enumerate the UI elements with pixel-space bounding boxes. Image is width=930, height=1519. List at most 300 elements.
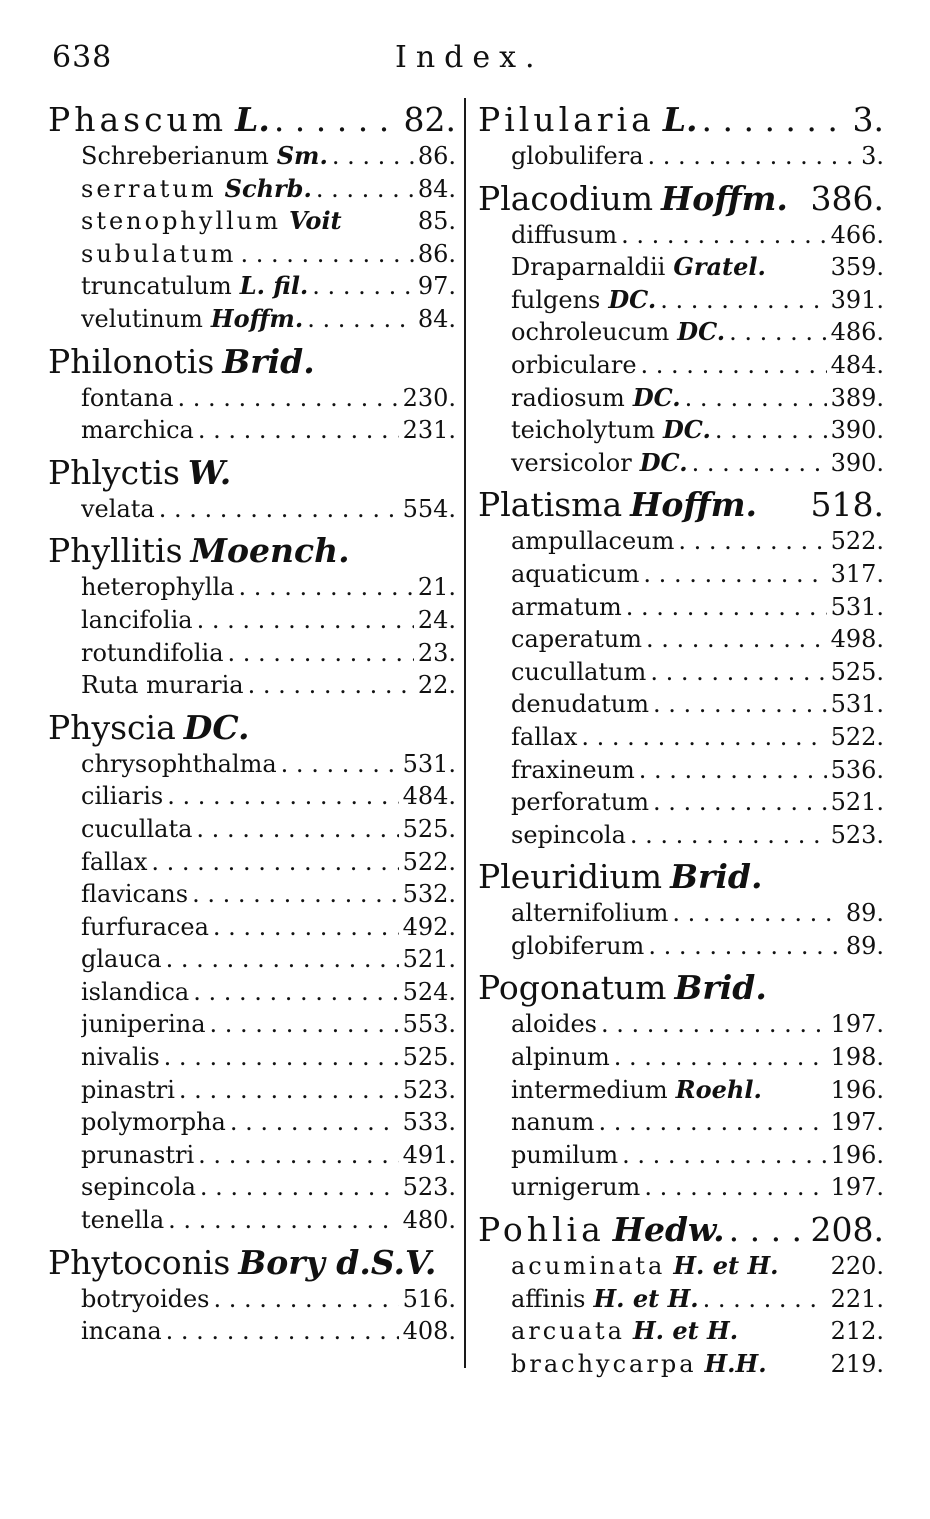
entry-author: L. xyxy=(235,100,270,139)
entry-author: Voit xyxy=(289,206,342,236)
leader-dots xyxy=(622,1139,826,1172)
index-species-entry xyxy=(81,878,456,911)
entry-name: stenophyllum xyxy=(81,207,282,236)
entry-name: fontana xyxy=(81,383,174,412)
leader-dots xyxy=(228,637,414,670)
entry-page: 212. xyxy=(830,1317,884,1346)
entry-author: H. et H. xyxy=(673,1251,779,1281)
entry-name: orbiculare xyxy=(511,350,637,379)
index-species-entry xyxy=(511,414,884,447)
entry-name: nivalis xyxy=(81,1043,160,1072)
column-divider xyxy=(464,98,466,1368)
entry-page: 221. xyxy=(830,1284,884,1313)
entry-page: 84. xyxy=(417,304,456,333)
entry-author: Brid. xyxy=(222,341,315,381)
leader-dots xyxy=(307,303,414,336)
entry-name: truncatulum xyxy=(81,272,232,301)
index-species-entry xyxy=(511,1139,884,1172)
entry-name: botryoides xyxy=(81,1284,210,1313)
entry-page: 317. xyxy=(830,559,884,588)
leader-dots xyxy=(626,591,827,624)
entry-name: pumilum xyxy=(511,1140,619,1169)
entry-name: aquaticum xyxy=(511,559,640,588)
entry-name: ochroleucum xyxy=(511,318,670,347)
leader-dots xyxy=(332,140,414,173)
leader-dots xyxy=(648,140,858,173)
entry-author: DC. xyxy=(639,447,688,477)
entry-page: 86. xyxy=(417,239,456,268)
index-genus-entry xyxy=(48,100,456,140)
index-genus-entry xyxy=(48,342,456,382)
entry-page: 23. xyxy=(417,638,456,667)
page-title: Index. xyxy=(395,40,544,75)
entry-name: denudatum xyxy=(511,690,650,719)
entry-author: Schrb. xyxy=(224,173,312,203)
entry-author: Bory d.S.V. xyxy=(238,1242,437,1282)
leader-dots xyxy=(166,1315,399,1348)
entry-author: Brid. xyxy=(670,857,763,897)
entry-page: 231. xyxy=(402,416,456,445)
entry-name: Schreberianum xyxy=(81,142,269,170)
index-genus-entry xyxy=(48,531,456,571)
entry-page: 484. xyxy=(402,782,456,811)
entry-name: alternifolium xyxy=(511,899,669,928)
index-species-entry xyxy=(511,1348,884,1381)
entry-name: Physcia xyxy=(48,707,176,747)
entry-name: pinastri xyxy=(81,1075,175,1104)
leader-dots xyxy=(643,558,826,591)
entry-name: fulgens xyxy=(511,285,601,314)
leader-dots xyxy=(614,1041,827,1074)
entry-page: 197. xyxy=(830,1108,884,1137)
index-species-entry xyxy=(81,1315,456,1348)
entry-page: 554. xyxy=(402,494,456,523)
index-species-entry xyxy=(511,591,884,624)
index-species-entry xyxy=(81,1041,456,1074)
entry-name: cucullata xyxy=(81,814,193,843)
entry-name: polymorpha xyxy=(81,1108,226,1137)
entry-name: glauca xyxy=(81,945,162,974)
leader-dots xyxy=(653,786,827,819)
leader-dots xyxy=(678,525,826,558)
index-species-entry xyxy=(511,284,884,317)
entry-page: 516. xyxy=(402,1284,456,1313)
leader-dots xyxy=(168,1204,398,1237)
entry-page: 466. xyxy=(830,220,884,249)
index-species-entry xyxy=(81,414,456,447)
leader-dots xyxy=(621,219,826,252)
entry-name: globulifera xyxy=(511,142,644,170)
entry-page: 408. xyxy=(402,1317,456,1346)
leader-dots xyxy=(198,1139,398,1172)
index-genus-entry xyxy=(478,857,884,897)
index-species-entry xyxy=(81,780,456,813)
entry-page: 536. xyxy=(830,755,884,784)
index-species-entry xyxy=(81,493,456,526)
entry-page: 359. xyxy=(830,253,884,282)
index-genus-entry xyxy=(478,179,884,219)
index-species-entry xyxy=(511,1074,884,1107)
entry-page: 531. xyxy=(830,690,884,719)
entry-page: 484. xyxy=(830,350,884,379)
leader-dots xyxy=(729,1210,807,1250)
entry-author: DC. xyxy=(608,284,657,314)
entry-name: flavicans xyxy=(81,880,189,909)
entry-author: H. et H. xyxy=(632,1316,739,1346)
entry-author: L. xyxy=(662,100,698,139)
leader-dots xyxy=(214,1283,399,1316)
entry-name: tenella xyxy=(81,1206,165,1235)
entry-page: 230. xyxy=(402,383,456,412)
leader-dots xyxy=(166,943,399,976)
index-species-entry xyxy=(511,1041,884,1074)
index-genus-entry xyxy=(478,968,884,1008)
entry-author: DC. xyxy=(183,707,250,747)
entry-author: L. fil. xyxy=(239,271,309,301)
leader-dots xyxy=(581,721,826,754)
entry-name: velutinum xyxy=(81,304,203,333)
entry-name: sepincola xyxy=(81,1173,196,1202)
entry-page: 85. xyxy=(417,207,456,236)
entry-page: 197. xyxy=(830,1010,884,1039)
entry-page: 523. xyxy=(402,1173,456,1202)
leader-dots xyxy=(281,748,399,781)
index-species-entry xyxy=(81,1283,456,1316)
index-genus-entry xyxy=(478,485,884,525)
index-species-entry xyxy=(81,976,456,1009)
entry-name: chrysophthalma xyxy=(81,749,277,778)
entry-author: W. xyxy=(187,452,232,492)
leader-dots xyxy=(601,1008,827,1041)
index-species-entry xyxy=(511,819,884,852)
page-number: 638 xyxy=(52,40,113,75)
leader-dots xyxy=(167,780,398,813)
index-species-entry xyxy=(511,219,884,252)
entry-name: perforatum xyxy=(511,788,650,817)
entry-name: Phyllitis xyxy=(48,531,183,571)
leader-dots xyxy=(159,493,399,526)
entry-page: 86. xyxy=(417,142,456,170)
index-species-entry xyxy=(81,270,456,303)
entry-page: 391. xyxy=(830,285,884,314)
entry-page: 219. xyxy=(830,1349,884,1378)
index-species-entry xyxy=(511,721,884,754)
entry-name: teicholytum xyxy=(511,416,655,445)
index-species-entry xyxy=(511,1250,884,1283)
entry-page: 208. xyxy=(810,1210,884,1250)
index-species-entry xyxy=(511,623,884,656)
leader-dots xyxy=(702,100,849,140)
index-species-entry xyxy=(511,1008,884,1041)
entry-name: Pogonatum xyxy=(478,968,667,1008)
entry-name: furfuracea xyxy=(81,912,209,941)
entry-page: 553. xyxy=(402,1010,456,1039)
leader-dots xyxy=(200,1171,399,1204)
index-genus-entry xyxy=(48,708,456,748)
leader-dots xyxy=(240,238,413,271)
entry-author: DC. xyxy=(677,317,726,347)
entry-page: 82. xyxy=(403,100,456,139)
index-species-entry xyxy=(81,205,456,238)
entry-author: Roehl. xyxy=(675,1074,762,1104)
leader-dots xyxy=(230,1106,399,1139)
entry-name: serratum xyxy=(81,174,217,203)
entry-name: fallax xyxy=(81,847,148,876)
entry-page: 390. xyxy=(830,448,884,477)
entry-page: 531. xyxy=(402,749,456,778)
entry-page: 523. xyxy=(402,1075,456,1104)
entry-page: 386. xyxy=(810,178,884,218)
index-species-entry xyxy=(511,382,884,415)
entry-name: Platisma xyxy=(478,485,623,525)
entry-name: urnigerum xyxy=(511,1173,641,1202)
index-species-entry xyxy=(511,897,884,930)
entry-name: alpinum xyxy=(511,1043,610,1072)
entry-page: 522. xyxy=(830,527,884,556)
leader-dots xyxy=(316,173,414,206)
entry-page: 524. xyxy=(402,977,456,1006)
leader-dots xyxy=(692,447,827,480)
entry-author: Hoffm. xyxy=(210,303,304,333)
entry-page: 89. xyxy=(845,931,884,960)
index-species-entry xyxy=(511,140,884,173)
entry-name: Philonotis xyxy=(48,341,215,381)
entry-page: 491. xyxy=(402,1140,456,1169)
leader-dots xyxy=(729,316,826,349)
entry-page: 3. xyxy=(861,142,884,170)
entry-name: marchica xyxy=(81,416,194,445)
index-species-entry xyxy=(81,1139,456,1172)
index-species-entry xyxy=(511,930,884,963)
index-genus-entry xyxy=(478,100,884,140)
leader-dots xyxy=(648,930,842,963)
index-genus-entry xyxy=(48,453,456,493)
entry-name: islandica xyxy=(81,977,190,1006)
index-species-entry xyxy=(81,1171,456,1204)
entry-page: 523. xyxy=(830,820,884,849)
entry-page: 532. xyxy=(402,880,456,909)
entry-name: brachycarpa xyxy=(511,1349,697,1378)
leader-dots xyxy=(312,270,414,303)
leader-dots xyxy=(641,349,827,382)
index-species-entry xyxy=(511,1315,884,1348)
entry-name: diffusum xyxy=(511,220,618,249)
entry-name: sepincola xyxy=(511,820,626,849)
entry-page: 492. xyxy=(402,912,456,941)
index-species-entry xyxy=(81,173,456,206)
index-species-entry xyxy=(81,813,456,846)
entry-name: fraxineum xyxy=(511,755,635,784)
index-species-entry xyxy=(81,669,456,702)
entry-name: radiosum xyxy=(511,383,625,412)
entry-author: H.H. xyxy=(704,1348,767,1378)
leader-dots xyxy=(197,604,414,637)
leader-dots xyxy=(644,1171,826,1204)
leader-dots xyxy=(213,911,399,944)
index-column-left xyxy=(48,100,456,1348)
index-species-entry xyxy=(511,349,884,382)
entry-page: 24. xyxy=(417,605,456,634)
entry-page: 522. xyxy=(830,722,884,751)
leader-dots xyxy=(653,688,827,721)
leader-dots xyxy=(178,382,399,415)
entry-name: nanum xyxy=(511,1108,595,1137)
entry-name: fallax xyxy=(511,722,578,751)
entry-name: arcuata xyxy=(511,1317,625,1346)
entry-name: velata xyxy=(81,494,155,523)
entry-name: Pleuridium xyxy=(478,857,663,897)
entry-name: caperatum xyxy=(511,625,642,654)
index-species-entry xyxy=(81,1074,456,1107)
entry-author: Gratel. xyxy=(673,252,766,282)
index-species-entry xyxy=(81,382,456,415)
entry-author: H. et H. xyxy=(593,1283,699,1313)
entry-name: affinis xyxy=(511,1284,586,1313)
entry-author: Hoffm. xyxy=(630,485,758,525)
index-genus-entry xyxy=(478,1210,884,1250)
index-species-entry xyxy=(81,748,456,781)
entry-page: 198. xyxy=(830,1043,884,1072)
entry-name: globiferum xyxy=(511,931,645,960)
entry-page: 521. xyxy=(402,945,456,974)
entry-page: 196. xyxy=(830,1140,884,1169)
leader-dots xyxy=(151,846,398,879)
entry-author: Sm. xyxy=(276,141,328,170)
index-species-entry xyxy=(511,525,884,558)
entry-page: 518. xyxy=(810,485,884,525)
entry-author: Hedw. xyxy=(612,1210,725,1250)
entry-author: Brid. xyxy=(674,968,767,1008)
entry-name: acuminata xyxy=(511,1252,666,1281)
leader-dots xyxy=(672,897,841,930)
leader-dots xyxy=(196,813,398,846)
index-species-entry xyxy=(511,1283,884,1316)
index-species-entry xyxy=(81,1008,456,1041)
entry-name: aloides xyxy=(511,1010,597,1039)
index-species-entry xyxy=(81,943,456,976)
leader-dots xyxy=(193,976,398,1009)
entry-name: Phascum xyxy=(48,100,228,139)
entry-name: Ruta muraria xyxy=(81,671,244,700)
leader-dots xyxy=(248,669,414,702)
entry-page: 390. xyxy=(830,416,884,445)
leader-dots xyxy=(650,656,826,689)
entry-name: rotundifolia xyxy=(81,638,224,667)
index-species-entry xyxy=(511,688,884,721)
index-species-entry xyxy=(81,637,456,670)
leader-dots xyxy=(198,414,399,447)
index-species-entry xyxy=(511,251,884,284)
index-species-entry xyxy=(511,1106,884,1139)
entry-page: 480. xyxy=(402,1206,456,1235)
entry-page: 97. xyxy=(417,272,456,301)
leader-dots xyxy=(630,819,827,852)
entry-name: heterophylla xyxy=(81,573,235,602)
leader-dots xyxy=(164,1041,399,1074)
leader-dots xyxy=(639,754,827,787)
entry-page: 197. xyxy=(830,1173,884,1202)
entry-page: 21. xyxy=(417,573,456,602)
entry-author: Moench. xyxy=(190,531,350,571)
entry-page: 522. xyxy=(402,847,456,876)
leader-dots xyxy=(685,382,827,415)
entry-page: 531. xyxy=(830,592,884,621)
index-species-entry xyxy=(511,447,884,480)
entry-page: 3. xyxy=(852,100,884,139)
entry-page: 533. xyxy=(402,1108,456,1137)
entry-page: 521. xyxy=(830,788,884,817)
entry-page: 525. xyxy=(830,657,884,686)
entry-name: Phlyctis xyxy=(48,452,180,492)
index-species-entry xyxy=(81,140,456,173)
entry-page: 389. xyxy=(830,383,884,412)
index-species-entry xyxy=(81,1204,456,1237)
index-genus-entry xyxy=(48,1243,456,1283)
entry-name: cucullatum xyxy=(511,657,647,686)
index-species-entry xyxy=(81,238,456,271)
index-column-right xyxy=(478,100,884,1380)
index-species-entry xyxy=(511,316,884,349)
entry-page: 486. xyxy=(830,318,884,347)
entry-name: Pohlia xyxy=(478,1210,605,1250)
entry-name: juniperina xyxy=(81,1010,206,1039)
entry-name: Pilularia xyxy=(478,100,655,139)
leader-dots xyxy=(715,414,827,447)
leader-dots xyxy=(274,100,400,140)
entry-name: prunastri xyxy=(81,1140,195,1169)
entry-page: 89. xyxy=(845,899,884,928)
index-species-entry xyxy=(81,846,456,879)
index-species-entry xyxy=(81,1106,456,1139)
entry-name: Placodium xyxy=(478,178,654,218)
entry-page: 84. xyxy=(417,174,456,203)
leader-dots xyxy=(192,878,398,911)
entry-name: Draparnaldii xyxy=(511,253,666,282)
entry-name: ampullaceum xyxy=(511,527,675,556)
index-species-entry xyxy=(511,558,884,591)
index-species-entry xyxy=(511,754,884,787)
entry-page: 196. xyxy=(830,1075,884,1104)
entry-name: intermedium xyxy=(511,1075,668,1104)
index-species-entry xyxy=(511,1171,884,1204)
entry-name: versicolor xyxy=(511,448,632,477)
index-species-entry xyxy=(81,604,456,637)
entry-page: 220. xyxy=(830,1252,884,1281)
entry-name: incana xyxy=(81,1317,162,1346)
entry-author: DC. xyxy=(662,415,711,445)
entry-name: lancifolia xyxy=(81,605,193,634)
entry-page: 498. xyxy=(830,625,884,654)
entry-name: armatum xyxy=(511,592,622,621)
leader-dots xyxy=(646,623,827,656)
index-species-entry xyxy=(81,571,456,604)
leader-dots xyxy=(179,1074,399,1107)
entry-author: DC. xyxy=(632,382,681,412)
entry-name: Phytoconis xyxy=(48,1242,231,1282)
index-species-entry xyxy=(81,911,456,944)
entry-page: 525. xyxy=(402,814,456,843)
entry-name: ciliaris xyxy=(81,782,164,811)
leader-dots xyxy=(238,571,413,604)
leader-dots xyxy=(703,1283,827,1316)
entry-page: 525. xyxy=(402,1043,456,1072)
leader-dots xyxy=(598,1106,826,1139)
entry-page: 22. xyxy=(417,671,456,700)
entry-name: subulatum xyxy=(81,239,237,268)
index-species-entry xyxy=(81,303,456,336)
entry-author: Hoffm. xyxy=(661,178,788,218)
leader-dots xyxy=(660,284,826,317)
